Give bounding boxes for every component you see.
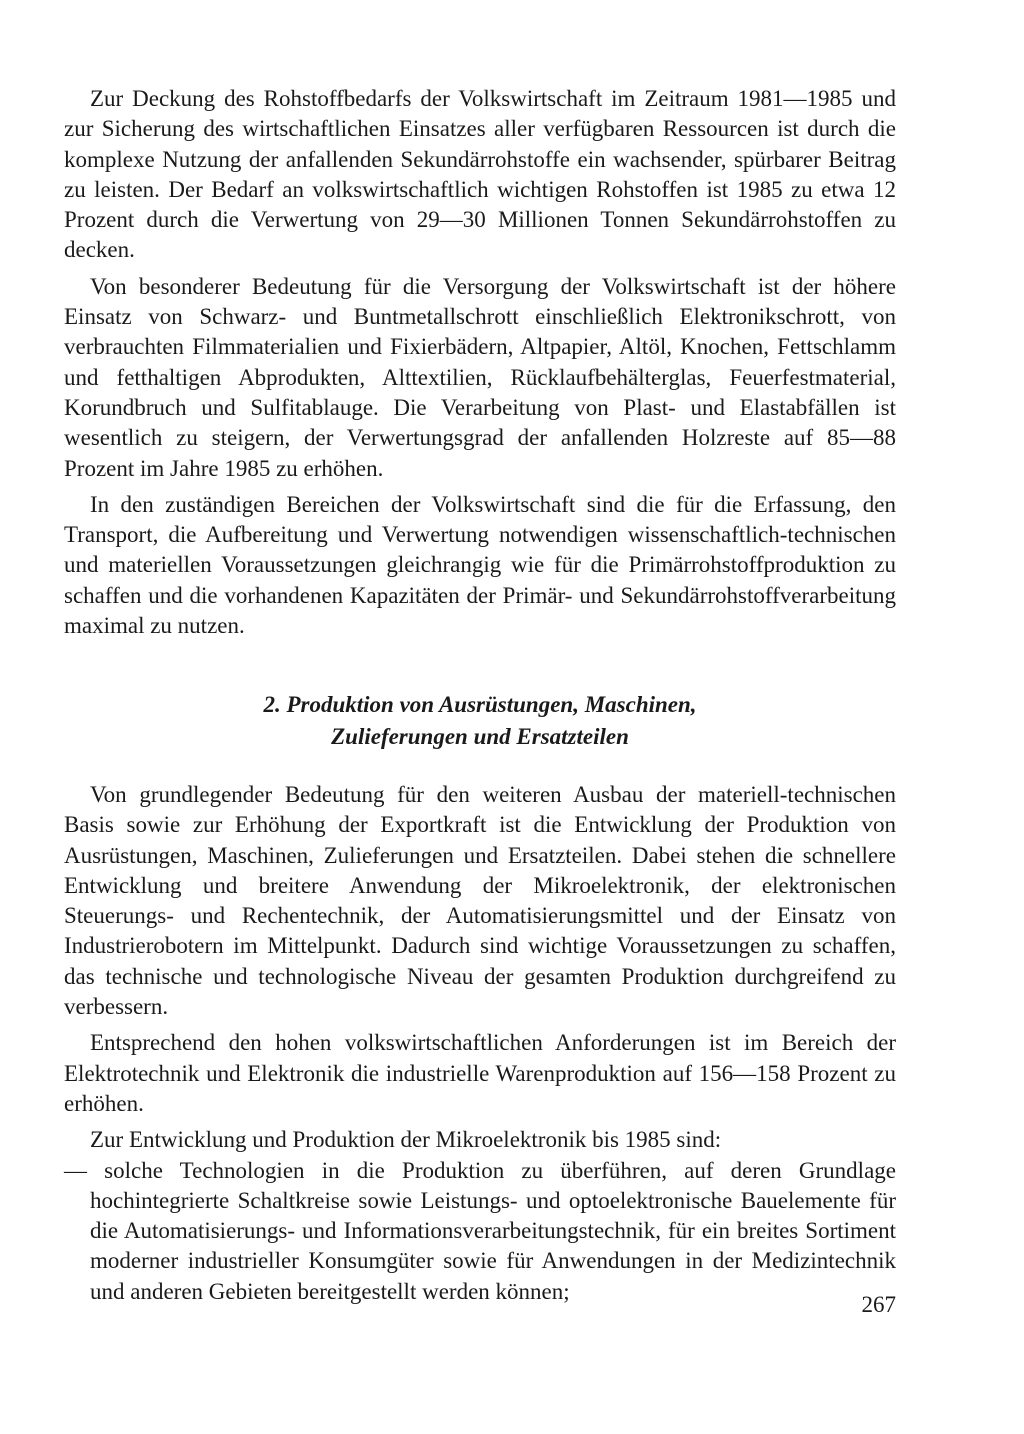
section-heading-line-1: 2. Produktion von Ausrüstungen, Maschinen, bbox=[263, 692, 697, 717]
list-item: — solche Technologien in die Produktion zu überführen, auf deren Grundlage hochintegrierte Schaltkreise sowie Leistungs- und optoelektronische Bauelemente für die Automatisierungs- und Informationsverarbeitungstechnik, für ein breites Sortiment moderner industrieller Konsumgüter sowie für Anwendungen in der Medizintechnik und anderen Gebieten bereitgestellt werden können; bbox=[64, 1157, 896, 1304]
section-heading-line-2: Zulieferungen und Ersatzteilen bbox=[331, 724, 629, 749]
page-number: 267 bbox=[861, 1292, 896, 1317]
paragraph: Von besonderer Bedeutung für die Versorgung der Volkswirtschaft ist der höhere Einsatz von Schwarz- und Buntmetallschrott einschließlich Elektronikschrott, von verbrauchten Filmmaterialien und Fixierbädern, Altpapier, Altöl, Knochen, Fettschlamm und fetthaltigen Abprodukten, Alttextilien, Rücklaufbehälterglas, Feuerfestmaterial, Korundbruch und Sulfitablauge. Die Verarbeitung von Plast- und Elastabfällen ist wesentlich zu steigern, der Verwertungsgrad der anfallenden Holzreste auf 85—88 Prozent im Jahre 1985 zu erhöhen. bbox=[64, 273, 896, 481]
paragraph: Von grundlegender Bedeutung für den weiteren Ausbau der materiell-technischen Basis sowie zur Erhöhung der Exportkraft ist die Entwicklung der Produktion von Ausrüstungen, Maschinen, Zulieferungen und Ersatzteilen. Dabei stehen die schnellere Entwicklung und breitere Anwendung der Mikroelektronik, der elektronischen Steuerungs- und Rechentechnik, der Automatisierungsmittel und der Einsatz von Industrierobotern im Mittelpunkt. Dadurch sind wichtige Voraussetzungen zu schaffen, das technische und technologische Niveau der gesamten Produktion durchgreifend zu verbessern. bbox=[64, 782, 896, 1020]
paragraph: In den zuständigen Bereichen der Volkswirtschaft sind die für die Erfassung, den Transport, die Aufbereitung und Verwertung notwendigen wissenschaftlich-technischen und materiellen Voraussetzungen gleichrangig wie für die Primärrohstoffproduktion zu schaffen und die vorhandenen Kapazitäten der Primär- und Sekundärrohstoffverarbeitung maximal zu nutzen. bbox=[64, 491, 896, 639]
section-equipment-production bbox=[64, 780, 896, 1307]
paragraph: Zur Deckung des Rohstoffbedarfs der Volkswirtschaft im Zeitraum 1981—1985 und zur Sicherung des wirtschaftlichen Einsatzes aller verfügbaren Ressourcen ist durch die komplexe Nutzung der anfallenden Sekundärrohstoffe ein wachsender, spürbarer Beitrag zu leisten. Der Bedarf an volkswirtschaftlich wichtigen Rohstoffen ist 1985 zu etwa 12 Prozent durch die Verwertung von 29—30 Millionen Tonnen Sekundärrohstoffen zu decken. bbox=[64, 86, 896, 263]
section-raw-materials bbox=[64, 84, 896, 641]
paragraph: Zur Entwicklung und Produktion der Mikroelektronik bis 1985 sind: bbox=[90, 1127, 722, 1153]
section-heading bbox=[200, 689, 760, 753]
paragraph: Entsprechend den hohen volkswirtschaftlichen Anforderungen ist im Bereich der Elektrotechnik und Elektronik die industrielle Warenproduktion auf 156—158 Prozent zu erhöhen. bbox=[64, 1030, 896, 1116]
